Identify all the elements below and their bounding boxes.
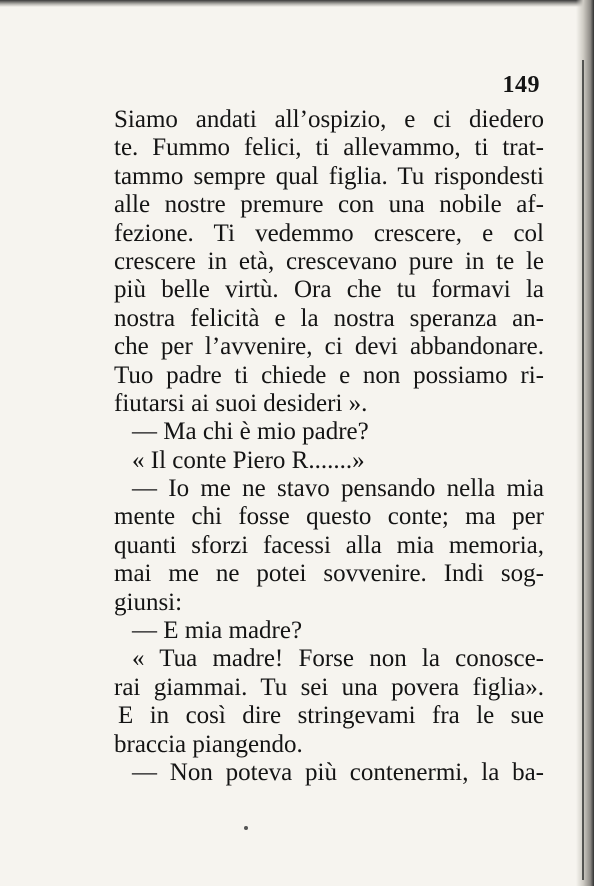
text-line: rai giammai. Tu sei una povera figlia».: [114, 673, 544, 701]
text-line: Siamo andati all’ospizio, e ci diedero: [114, 106, 544, 133]
body-text: [114, 106, 544, 787]
text-line: mai me ne potei sovvenire. Indi sog-: [114, 560, 544, 588]
page-number: 149: [502, 72, 540, 98]
text-line: E in così dire stringevami fra le sue: [118, 702, 544, 730]
text-line: te. Fummo felici, ti allevammo, ti trat-: [114, 134, 544, 162]
text-line: più belle virtù. Ora che tu formavi la: [114, 276, 544, 304]
text-line: giunsi:: [114, 588, 183, 616]
text-line: fezione. Ti vedemmo crescere, e col: [114, 219, 544, 247]
text-line: quanti sforzi facessi alla mia memoria,: [114, 531, 544, 559]
dialogue-line: — Ma chi è mio padre?: [132, 418, 369, 446]
dialogue-line: « Il conte Piero R.......»: [132, 446, 365, 474]
page-right-edge-shadow: [576, 0, 594, 886]
text-line: che per l’avvenire, ci devi abbandonare.: [114, 333, 544, 361]
text-line: fiutarsi ai suoi desideri ».: [114, 389, 368, 417]
text-line: braccia piangendo.: [114, 730, 303, 758]
paper-speck: [244, 826, 248, 830]
page-binding-line: [582, 60, 584, 880]
page-top-edge-shadow: [0, 0, 594, 7]
text-line: crescere in età, crescevano pure in te le: [114, 247, 544, 275]
text-line: mente chi fosse questo conte; ma per: [114, 503, 544, 531]
dialogue-line: « Tua madre! Forse non la conosce-: [132, 645, 544, 673]
dialogue-line: — E mia madre?: [132, 617, 303, 645]
dialogue-line: — Io me ne stavo pensando nella mia: [132, 475, 544, 503]
text-line: nostra felicità e la nostra speranza an-: [114, 304, 544, 332]
text-line: alle nostre premure con una nobile af-: [114, 191, 544, 219]
text-line: Tuo padre ti chiede e non possiamo ri-: [114, 361, 544, 389]
dialogue-line: — Non poteva più contenermi, la ba-: [132, 758, 544, 786]
text-line: tammo sempre qual figlia. Tu rispondesti: [114, 162, 544, 190]
